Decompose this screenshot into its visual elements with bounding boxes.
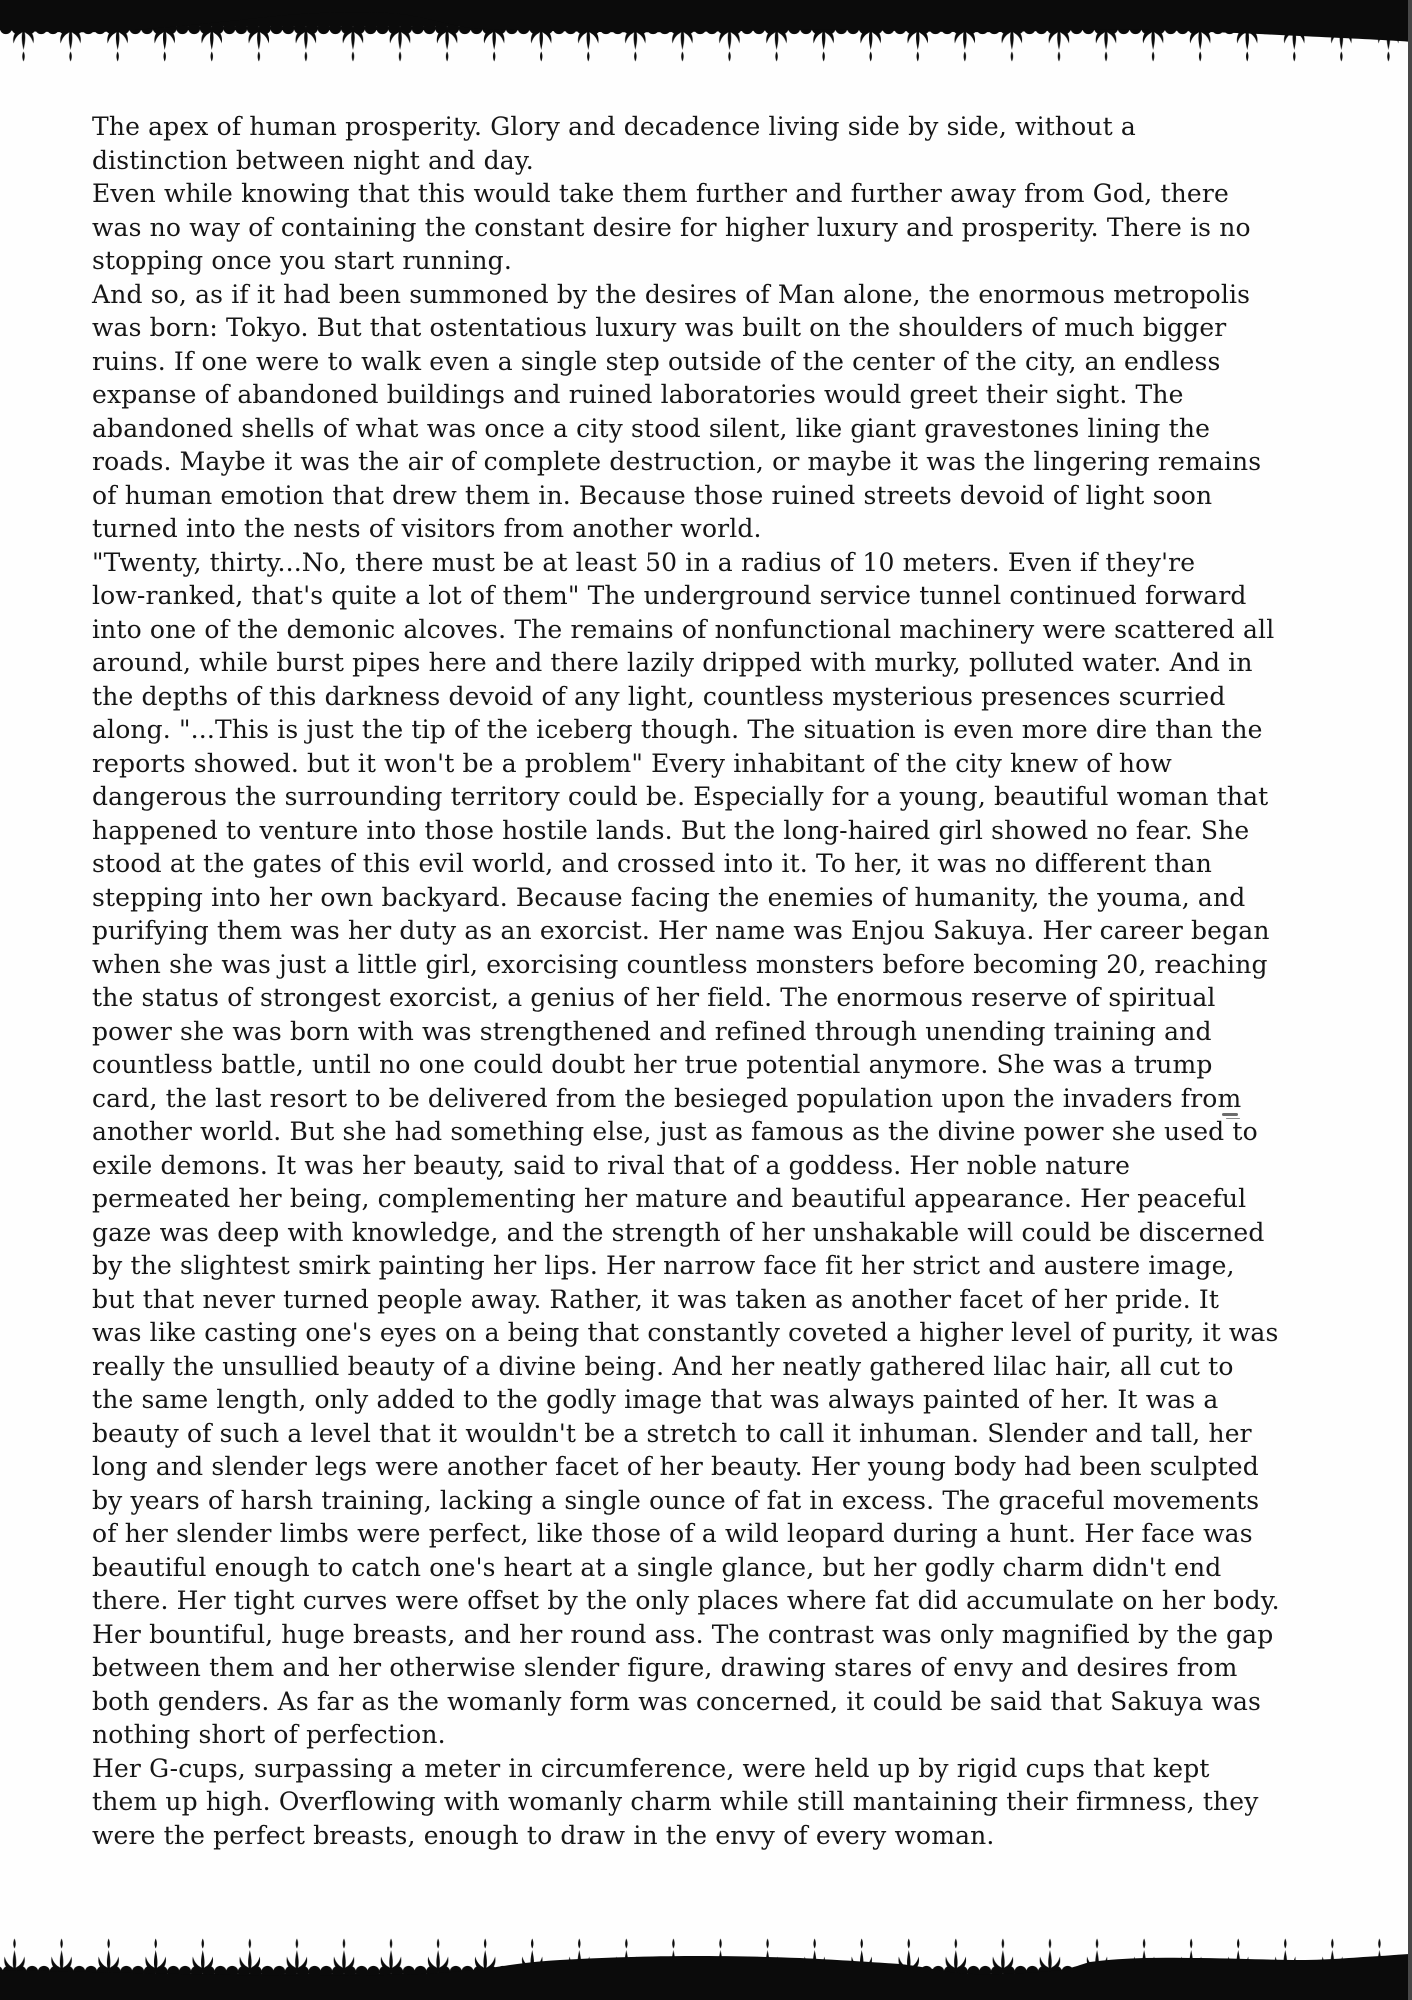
text-line: reports showed. but it won't be a problem" Every inhabitant of the city knew of how (92, 748, 1172, 778)
text-line: was no way of containing the constant desire for higher luxury and prosperity. There is no (92, 212, 1251, 242)
text-line: of her slender limbs were perfect, like those of a wild leopard during a hunt. Her face was (92, 1519, 1253, 1548)
text-line: long and slender legs were another facet of her beauty. Her young body had been sculpted (92, 1452, 1259, 1481)
text-line: permeated her being, complementing her mature and beautiful appearance. Her peaceful (92, 1184, 1247, 1213)
text-line: expanse of abandoned buildings and ruined laboratories would greet their sight. The (92, 380, 1184, 409)
text-line: the status of strongest exorcist, a genius of her field. The enormous reserve of spiritual (92, 983, 1216, 1012)
text-line: distinction between night and day. (92, 145, 534, 175)
text-line: of human emotion that drew them in. Because those ruined streets devoid of light soon (92, 480, 1213, 510)
text-line: there. Her tight curves were offset by the only places where fat did accumulate on her body. (92, 1586, 1280, 1615)
text-line: Her bountiful, huge breasts, and her round ass. The contrast was only magnified by the gap (92, 1619, 1274, 1649)
text-line: by years of harsh training, lacking a single ounce of fat in excess. The graceful movements (92, 1485, 1260, 1515)
text-line: into one of the demonic alcoves. The remains of nonfunctional machinery were scattered all (92, 614, 1275, 644)
text-line: turned into the nests of visitors from another world. (92, 514, 762, 543)
scan-artifact (1222, 1113, 1238, 1116)
text-line: roads. Maybe it was the air of complete destruction, or maybe it was the lingering remains (92, 447, 1262, 476)
scan-edge-strip (1408, 0, 1412, 2000)
text-line: The apex of human prosperity. Glory and decadence living side by side, without a (92, 112, 1136, 141)
text-line: them up high. Overflowing with womanly charm while still mantaining their firmness, they (92, 1787, 1259, 1816)
text-line: really the unsullied beauty of a divine being. And her neatly gathered lilac hair, all cut to (92, 1351, 1234, 1381)
text-line: between them and her otherwise slender figure, drawing stares of envy and desires from (92, 1653, 1238, 1682)
text-line: were the perfect breasts, enough to draw in the envy of every woman. (92, 1820, 995, 1850)
text-line: was born: Tokyo. But that ostentatious luxury was built on the shoulders of much bigger (92, 313, 1227, 342)
text-line: stepping into her own backyard. Because facing the enemies of humanity, the youma, and (92, 882, 1246, 912)
text-line: the same length, only added to the godly image that was always painted of her. It was a (92, 1385, 1219, 1414)
text-line: but that never turned people away. Rather, it was taken as another facet of her pride. It (92, 1284, 1220, 1314)
text-line: by the slightest smirk painting her lips. Her narrow face fit her strict and austere image, (92, 1251, 1235, 1280)
body-text (92, 110, 1392, 1852)
text-line: was like casting one's eyes on a being that constantly coveted a higher level of purity, it was (92, 1318, 1279, 1347)
text-line: countless battle, until no one could doubt her true potential anymore. She was a trump (92, 1050, 1213, 1079)
top-ornament-border (0, 0, 1412, 64)
text-line: ruins. If one were to walk even a single step outside of the center of the city, an endless (92, 346, 1221, 376)
text-line: when she was just a little girl, exorcising countless monsters before becoming 20, reaching (92, 949, 1268, 979)
text-line: beautiful enough to catch one's heart at a single glance, but her godly charm didn't end (92, 1552, 1222, 1582)
text-line: "Twenty, thirty...No, there must be at least 50 in a radius of 10 meters. Even if they're (92, 547, 1196, 577)
text-line: And so, as if it had been summoned by the desires of Man alone, the enormous metropolis (92, 279, 1251, 309)
text-line: the depths of this darkness devoid of any light, countless mysterious presences scurried (92, 681, 1226, 711)
text-line: around, while burst pipes here and there lazily dripped with murky, polluted water. And in (92, 648, 1253, 677)
text-line: beauty of such a level that it wouldn't be a stretch to call it inhuman. Slender and tall, her (92, 1418, 1252, 1448)
bottom-ornament-border (0, 1936, 1412, 2000)
text-line: both genders. As far as the womanly form was concerned, it could be said that Sakuya was (92, 1686, 1262, 1716)
text-line: nothing short of perfection. (92, 1720, 446, 1749)
text-line: Her G-cups, surpassing a meter in circumference, were held up by rigid cups that kept (92, 1753, 1210, 1783)
text-line: gaze was deep with knowledge, and the strength of her unshakable will could be discerned (92, 1217, 1265, 1247)
text-line: card, the last resort to be delivered from the besieged population upon the invaders from (92, 1083, 1242, 1113)
text-line: purifying them was her duty as an exorcist. Her name was Enjou Sakuya. Her career began (92, 916, 1270, 945)
text-line: abandoned shells of what was once a city stood silent, like giant gravestones lining the (92, 413, 1211, 443)
text-line: Even while knowing that this would take them further and further away from God, there (92, 179, 1229, 208)
text-line: another world. But she had something else, just as famous as the divine power she used to (92, 1117, 1258, 1146)
text-line: stood at the gates of this evil world, and crossed into it. To her, it was no different than (92, 849, 1212, 878)
text-line: exile demons. It was her beauty, said to rival that of a goddess. Her noble nature (92, 1150, 1131, 1180)
text-line: happened to venture into those hostile lands. But the long-haired girl showed no fear. She (92, 815, 1250, 845)
text-line: dangerous the surrounding territory could be. Especially for a young, beautiful woman that (92, 782, 1269, 811)
text-line: along. "...This is just the tip of the iceberg though. The situation is even more dire than the (92, 715, 1263, 744)
text-line: low-ranked, that's quite a lot of them" The underground service tunnel continued forward (92, 581, 1247, 610)
text-line: stopping once you start running. (92, 246, 512, 275)
text-line: power she was born with was strengthened and refined through unending training and (92, 1016, 1212, 1046)
